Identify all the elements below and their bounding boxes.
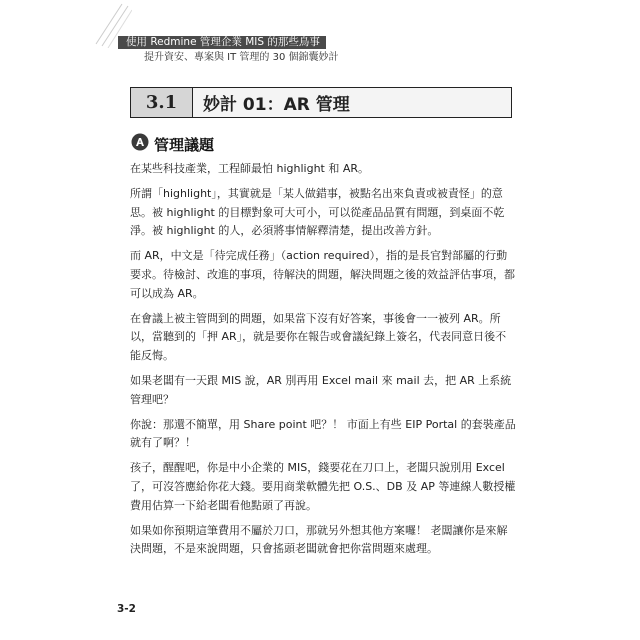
heading-number: 3.1 — [131, 88, 193, 117]
heading-title: 妙計 01：AR 管理 — [203, 95, 350, 115]
paragraph: 你說：那還不簡單，用 Share point 吧？！ 市面上有些 EIP Portal 的套裝產品就有了啊？！ — [130, 417, 516, 450]
body-text — [130, 160, 516, 565]
paragraph: 如果如你預期這筆費用不屬於刀口，那就另外想其他方案囉！ 老闆讓你是來解決問題，不是來說問題，只會搖頭老闆就會把你當問題來處理。 — [130, 523, 508, 556]
paragraph: 在某些科技產業，工程師最怕 highlight 和 AR。 — [130, 162, 370, 175]
paragraph: 而 AR，中文是「待完成任務」（action required），指的是長官對部屬的行動要求。待檢討、改進的事項，待解決的問題，解決問題之後的效益評估事項，都可以成為 AR。 — [130, 249, 515, 300]
section-title: 管理議題 — [154, 136, 215, 154]
paragraph: 如果老闆有一天跟 MIS 說，AR 別再用 Excel mail 來 mail 去，把 AR 上系統管理吧？ — [130, 373, 512, 406]
book-title-banner: 使用 Redmine 管理企業 MIS 的那些鳥事 — [118, 36, 326, 49]
paragraph: 在會議上被主管問到的問題，如果當下沒有好答案，事後會一一被列 AR。所以，當聽到的「押 AR」，就是要你在報告或會議紀錄上簽名，代表同意日後不能反悔。 — [130, 311, 507, 363]
page-number: 3-2 — [117, 603, 136, 615]
paragraph: 孩子，醒醒吧，你是中小企業的 MIS，錢要花在刀口上，老闆只說別用 Excel 了，可沒答應給你花大錢。要用商業軟體先把 O.S.、DB 及 AP 等連線人數授權費用估算一下給老闆看他點頭了再說。 — [130, 461, 516, 512]
book-subtitle: 提升資安、專案與 IT 管理的 30 個錦囊妙計 — [144, 52, 339, 63]
section-badge-icon — [131, 133, 149, 151]
chapter-heading — [130, 87, 512, 118]
paragraph: 所謂「highlight」，其實就是「某人做錯事，被點名出來負責或被責怪」的意思。被 highlight 的目標對象可大可小，可以從產品品質有問題，到桌面不乾淨。被 highlight 的人，必須將事情解釋清楚，提出改善方針。 — [130, 186, 505, 238]
